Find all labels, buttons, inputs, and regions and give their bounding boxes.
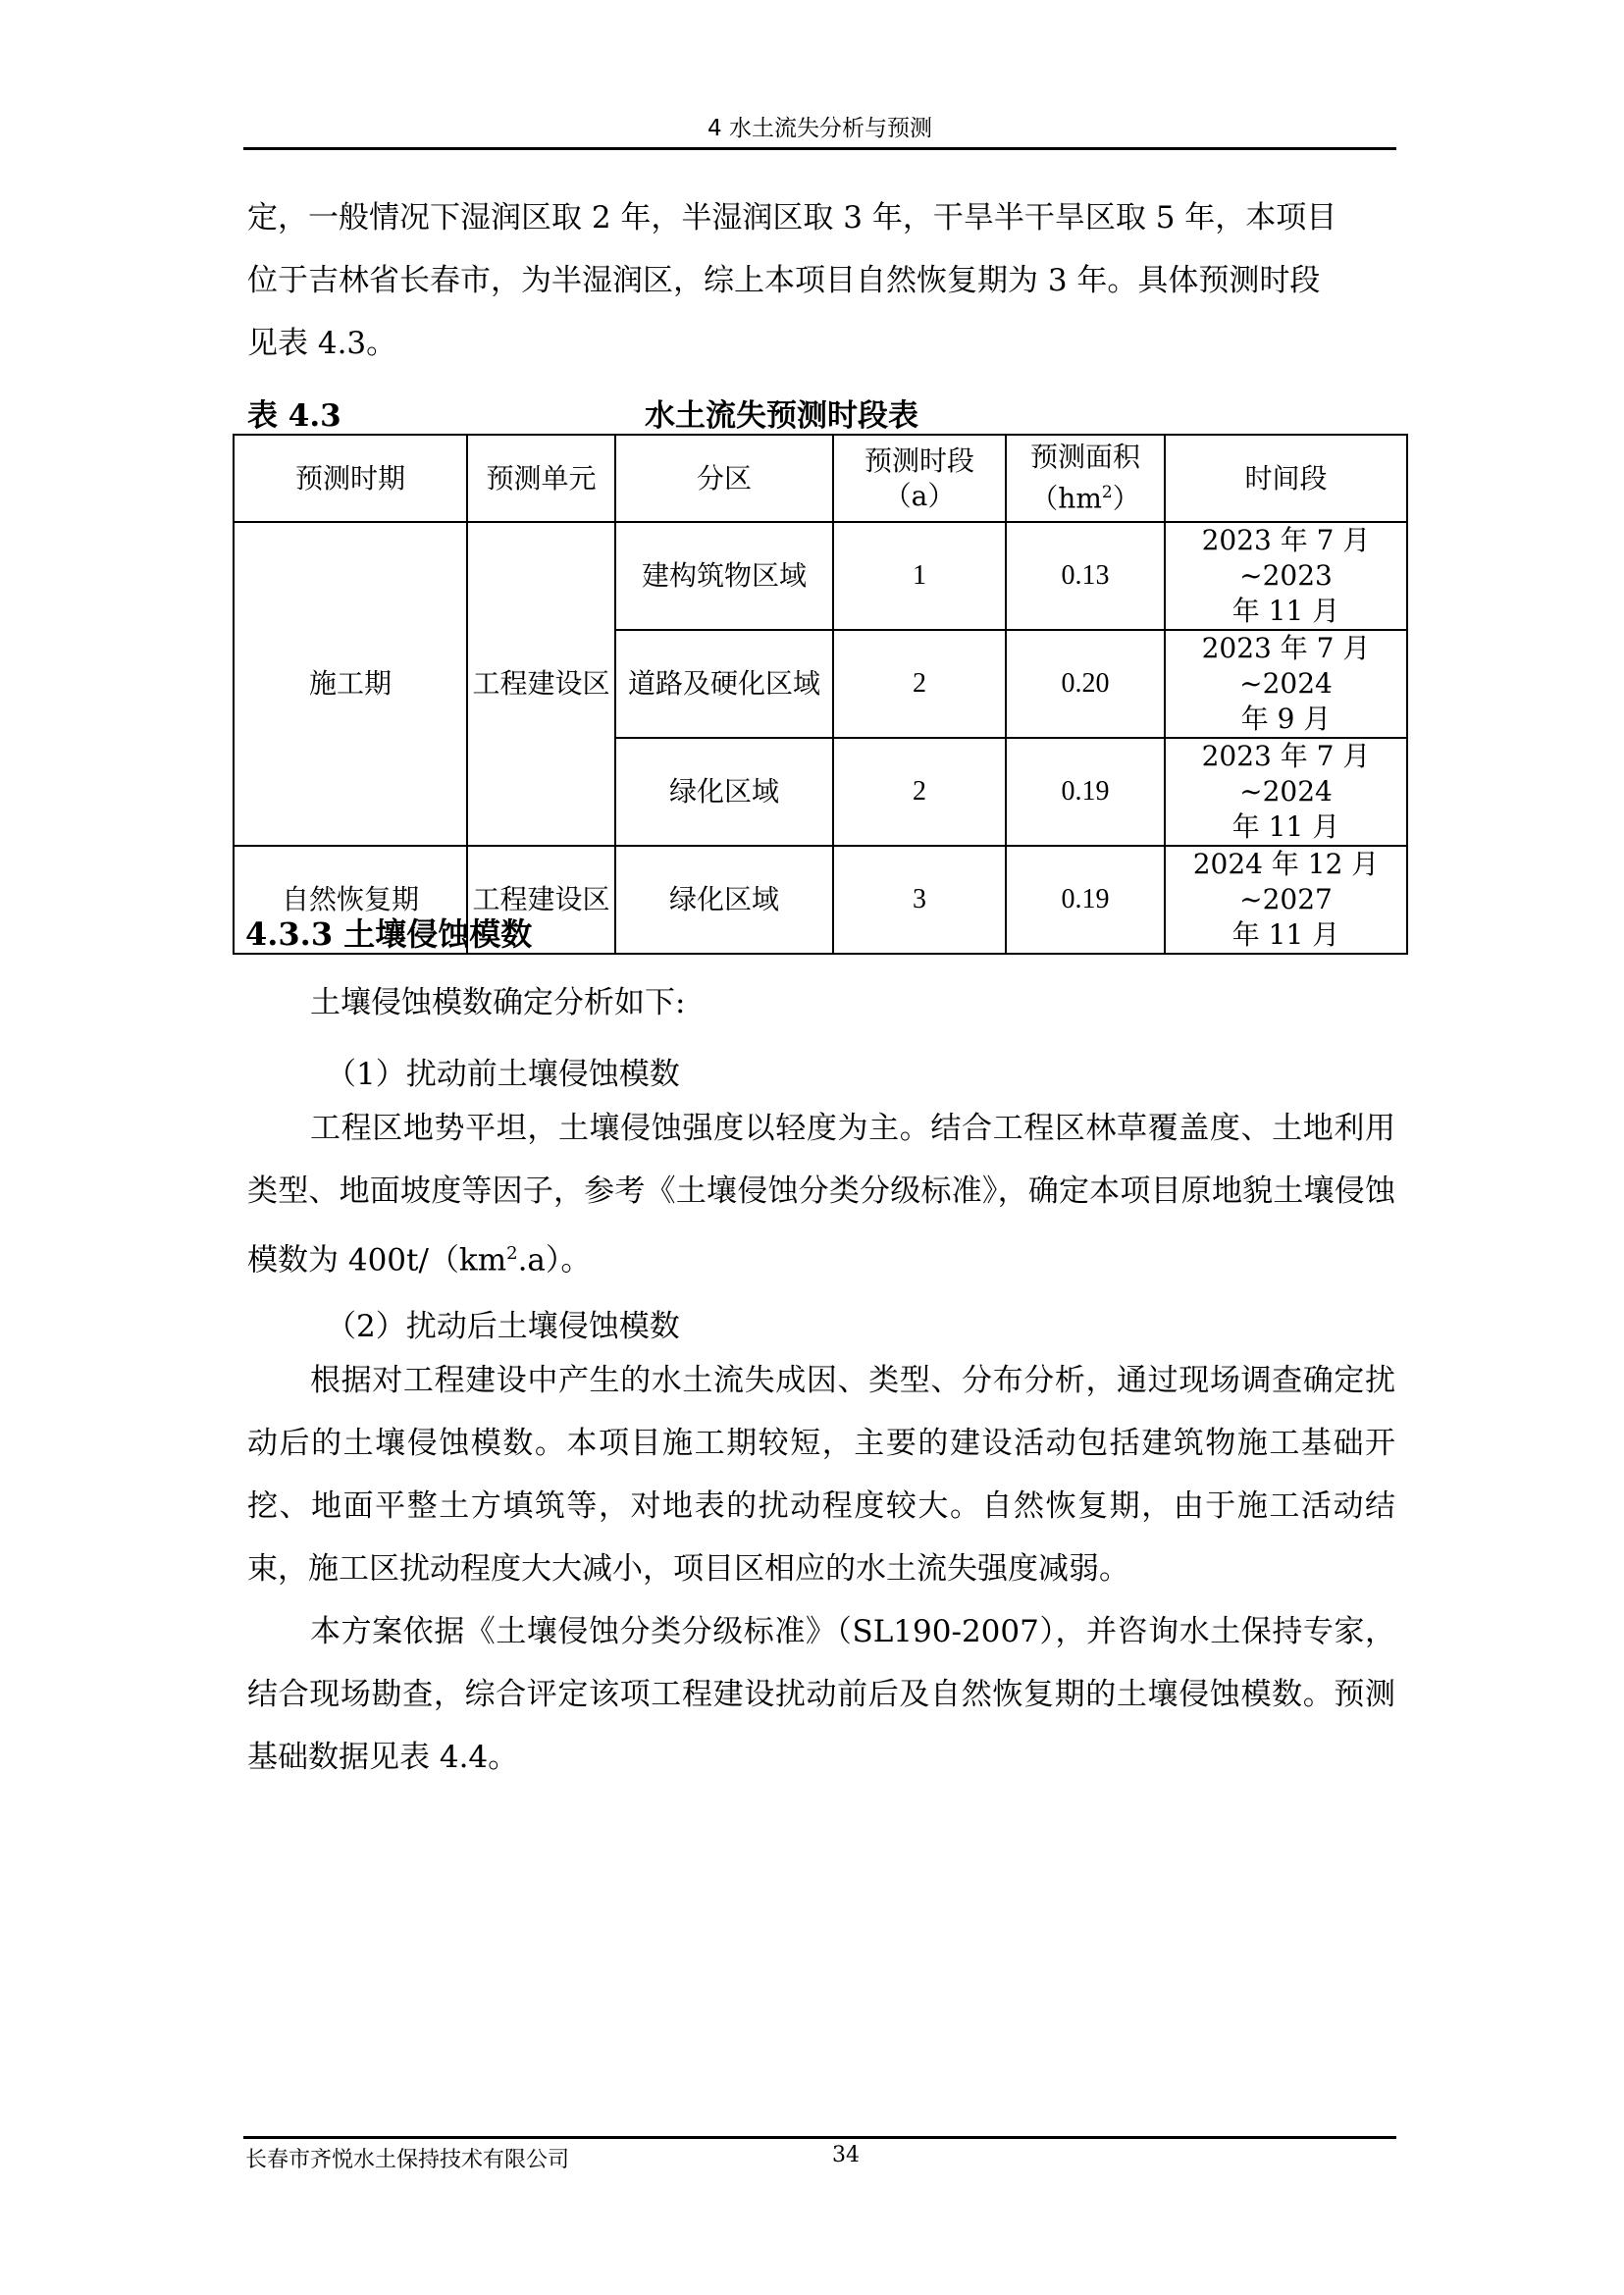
cell-unit: 工程建设区	[467, 522, 615, 846]
prediction-period-table	[233, 434, 1408, 955]
cell-duration: 3	[833, 846, 1006, 954]
header-area-line1: 预测面积	[1029, 441, 1140, 474]
cell-zone: 绿化区域	[615, 738, 833, 846]
body-paragraph-1: 土壤侵蚀模数确定分析如下:	[310, 985, 686, 1020]
cell-zone: 建构筑物区域	[615, 522, 833, 630]
cell-unit: 工程建设区	[467, 846, 615, 954]
table-caption-number: 表 4.3	[247, 398, 341, 434]
cell-area: 0.19	[1006, 738, 1165, 846]
running-header: 4 水土流失分析与预测	[707, 116, 932, 141]
header-period: 预测时期	[234, 435, 467, 522]
header-area-line2: $(hm^2)$	[1030, 482, 1140, 515]
cell-period: 施工期	[234, 522, 467, 846]
header-zone: 分区	[615, 435, 833, 522]
cell-zone: 道路及硬化区域	[615, 630, 833, 738]
footer-company: 长春市齐悦水土保持技术有限公司	[245, 2148, 570, 2172]
cell-time: 2024 年 12 月~2027 年 11 月	[1165, 846, 1407, 954]
cell-time: 2023 年 7 月~2023 年 11 月	[1165, 522, 1407, 630]
cell-duration: 1	[833, 522, 1006, 630]
section-heading: 4.3.3 土壤侵蚀模数	[245, 915, 533, 953]
cell-area: 0.13	[1006, 522, 1165, 630]
header-duration: 预测时段（a）	[833, 435, 1006, 522]
cell-duration: 2	[833, 630, 1006, 738]
intro-line-2: 位于吉林省长春市，为半湿润区，综上本项目自然恢复期为 3 年。具体预测时段	[247, 263, 1321, 298]
table-caption-title: 水土流失预测时段表	[645, 398, 918, 434]
footer-rule	[243, 2136, 1396, 2139]
header-area	[1006, 435, 1165, 522]
cell-period: 自然恢复期	[234, 846, 467, 954]
cell-time: 2023 年 7 月~2024 年 11 月	[1165, 738, 1407, 846]
cell-area: 0.20	[1006, 630, 1165, 738]
body-paragraph-3: 根据对工程建设中产生的水土流失成因、类型、分布分析，通过现场调查确定扰动后的土壤侵蚀模数。本项目施工期较短，主要的建设活动包括建筑物施工基础开挖、地面平整土方填筑等，对地表的扰动程度较大。自然恢复期，由于施工活动结束，施工区扰动程度大大减小，项目区相应的水土流失强度减弱。	[247, 1363, 1395, 1587]
cell-duration: 2	[833, 738, 1006, 846]
cell-zone: 绿化区域	[615, 846, 833, 954]
header-time: 时间段	[1165, 435, 1407, 522]
page-number: 34	[832, 2143, 860, 2167]
cell-time: 2023 年 7 月~2024 年 9 月	[1165, 630, 1407, 738]
body-paragraph-4: 本方案依据《土壤侵蚀分类分级标准》（SL190-2007），并咨询水土保持专家，结合现场勘查，综合评定该项工程建设扰动前后及自然恢复期的土壤侵蚀模数。预测基础数据见表 4.4。	[247, 1614, 1395, 1775]
intro-line-1: 定，一般情况下湿润区取 2 年，半湿润区取 3 年，干旱半干旱区取 5 年，本项目	[247, 200, 1337, 235]
intro-paragraph	[247, 186, 1395, 375]
body-paragraph-2: 工程区地势平坦，土壤侵蚀强度以轻度为主。结合工程区林草覆盖度、土地利用类型、地面坡度等因子，参考《土壤侵蚀分类分级标准》，确定本项目原地貌土壤侵蚀模数为 $400t/(km^2.a)$。	[247, 1111, 1395, 1278]
subheading-after-disturbance: （2）扰动后土壤侵蚀模数	[326, 1309, 680, 1344]
header-unit: 预测单元	[467, 435, 615, 522]
intro-line-3: 见表 4.3。	[247, 326, 397, 361]
table-row	[234, 522, 1407, 630]
table-header-row	[234, 435, 1407, 522]
subheading-before-disturbance: （1）扰动前土壤侵蚀模数	[326, 1057, 680, 1092]
cell-area: 0.19	[1006, 846, 1165, 954]
header-rule	[243, 147, 1396, 150]
